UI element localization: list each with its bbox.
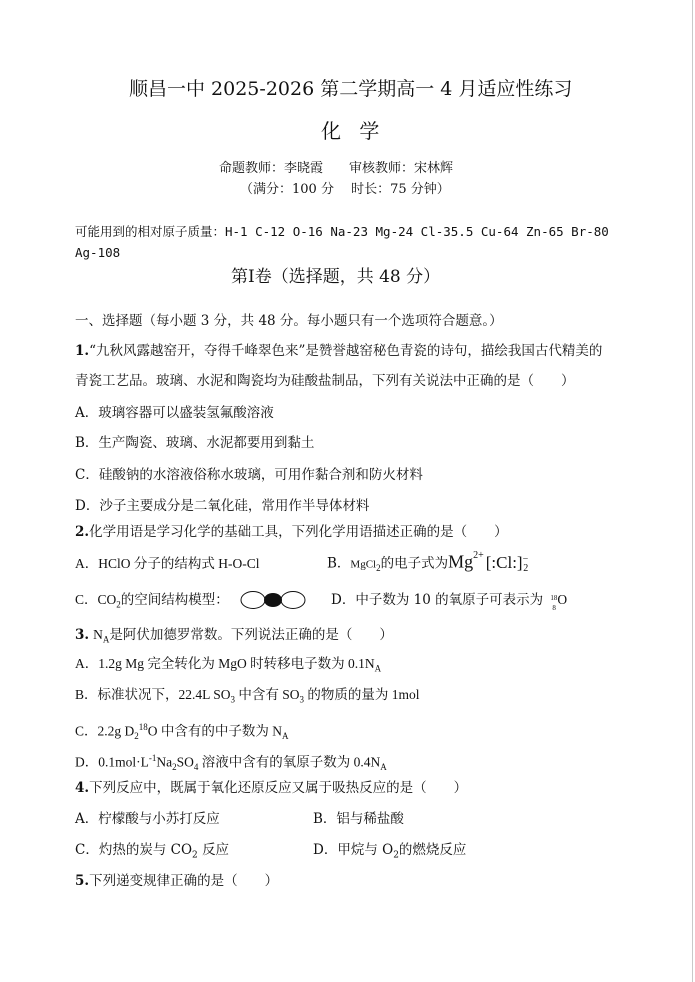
so3-subscript-1: 3 (230, 694, 236, 705)
question-2-option-c (75, 591, 229, 614)
cl-charge: − (522, 554, 529, 565)
option-d-text: D．中子数为 10 的氧原子可表示为 (331, 592, 544, 608)
na-subscript: A (380, 762, 387, 773)
option-c-suffix: 的空间结构模型： (120, 592, 229, 608)
teacher-info: 命题教师：李晓霞 审核教师：宋林辉 (219, 161, 454, 176)
mgcl2-subscript: 2 (376, 563, 381, 574)
option-d-text-1: D．甲烷与 O (313, 842, 394, 858)
question-number: 4. (75, 780, 90, 796)
question-1-stem-line-2: 青瓷工艺品。玻璃、水泥和陶瓷均为硅酸盐制品，下列有关说法中正确的是（ ） (75, 373, 575, 389)
question-3-option-a (75, 655, 381, 678)
so3-subscript-2: 3 (299, 694, 305, 705)
question-number: 1. (75, 343, 90, 359)
d2-subscript: 2 (134, 731, 139, 742)
score-time-info: （满分：100 分 时长：75 分钟） (240, 182, 450, 197)
question-2-option-d (331, 591, 568, 612)
question-stem-text: 是阿伏加德罗常数。下列说法正确的是（ ） (109, 627, 393, 643)
question-number: 3. (75, 627, 90, 643)
option-d-text-2: Na (156, 754, 173, 770)
co2-subscript: 2 (116, 599, 121, 610)
mgcl2-formula: MgCl (350, 558, 377, 571)
na2-subscript: 2 (172, 762, 177, 773)
option-b-mid: 的电子式为 (380, 555, 449, 572)
page-edge (692, 0, 693, 982)
option-b-text-1: B．标准状况下，22.4L SO (75, 687, 231, 702)
question-3-stem (75, 626, 393, 649)
question-1-stem-line-1 (75, 342, 602, 360)
option-c-text-1: C．2.2g D (75, 723, 135, 739)
na-subscript: A (102, 634, 110, 645)
question-3-option-b (75, 686, 420, 709)
so4-subscript: 4 (193, 762, 199, 773)
na-subscript: A (374, 663, 382, 674)
question-4-option-c (75, 841, 229, 865)
question-1-option-b: B．生产陶瓷、玻璃、水泥都要用到黏土 (75, 435, 315, 451)
option-b-text-2: 中含有 SO (238, 687, 300, 702)
option-b-text-3: 的物质的量为 1mol (307, 687, 420, 702)
subject-title: 化 学 (321, 119, 386, 143)
na-subscript: A (282, 731, 289, 742)
question-3-option-c (75, 718, 289, 745)
atomic-mass-line-1: 可能用到的相对原子质量：H-1 C-12 O-16 Na-23 Mg-24 Cl-35.5 Cu-64 Zn-65 Br-80 (75, 224, 609, 239)
question-stem-text: 下列反应中，既属于氧化还原反应又属于吸热反应的是（ ） (89, 780, 468, 796)
option-c-prefix: C．CO (75, 592, 117, 607)
oxygen-isotope-notation (550, 591, 568, 612)
question-5-stem (75, 872, 278, 890)
question-1-option-c: C．硅酸钠的水溶液俗称水玻璃，可用作黏合剂和防火材料 (75, 467, 423, 483)
option-d-text-3: SO (176, 754, 194, 770)
mg-charge: 2+ (473, 550, 484, 561)
volume-title: 第Ⅰ卷（选择题，共 48 分） (231, 267, 441, 287)
question-2-option-a: A．HClO 分子的结构式 H-O-Cl (75, 556, 260, 571)
na-symbol: N (93, 627, 103, 642)
o2-subscript: 2 (393, 850, 399, 861)
question-number: 2. (75, 524, 90, 540)
question-4-option-b: B．铝与稀盐酸 (313, 811, 404, 827)
option-d-text-4: 溶液中含有的氧原子数为 0.4N (201, 754, 381, 770)
mg-ion: Mg (448, 551, 474, 572)
question-2-stem (75, 523, 508, 541)
question-3-option-d (75, 749, 387, 776)
question-number: 5. (75, 873, 90, 889)
option-d-text-2: 的燃烧反应 (398, 842, 467, 858)
question-stem-text: “九秋风露越窑开，夺得千峰翠色来”是赞誉越窑秘色青瓷的诗句，描绘我国古代精美的 (89, 343, 603, 359)
option-c-text-1: C．灼热的炭与 CO (75, 842, 193, 858)
section-title: 一、选择题（每小题 3 分，共 48 分。每小题只有一个选项符合题意。） (75, 313, 503, 329)
question-stem-text: 下列递变规律正确的是（ ） (89, 873, 279, 889)
question-stem-text: 化学用语是学习化学的基础工具，下列化学用语描述正确的是（ ） (89, 524, 508, 540)
isotope-atomic-number: 8 (552, 604, 556, 612)
atomic-mass-line-2: Ag-108 (75, 245, 121, 260)
isotope-symbol: O (557, 592, 568, 607)
option-c-text-2: O 中含有的中子数为 N (147, 723, 283, 739)
unit-superscript: -1 (148, 753, 157, 763)
exam-title: 顺昌一中 2025-2026 第二学期高一 4 月适应性练习 (129, 78, 573, 100)
question-4-option-d (313, 841, 466, 865)
question-1-option-d: D．沙子主要成分是二氧化硅，常用作半导体材料 (75, 498, 370, 514)
o18-superscript: 18 (138, 722, 148, 732)
cl-count: 2 (523, 563, 529, 575)
question-4-stem (75, 779, 467, 797)
option-c-text-2: 反应 (202, 842, 230, 858)
isotope-mass-number: 18 (550, 594, 558, 602)
option-a-text: A．1.2g Mg 完全转化为 MgO 时转移电子数为 0.1N (75, 656, 375, 671)
question-4-option-a: A．柠檬酸与小苏打反应 (75, 811, 220, 827)
question-2-option-b (327, 551, 533, 578)
option-b-prefix: B． (327, 555, 351, 572)
co2-subscript: 2 (192, 850, 198, 861)
cl-electron-dot: [:Cl:] (485, 552, 523, 572)
question-1-option-a: A．玻璃容器可以盛装氢氟酸溶液 (75, 405, 274, 421)
option-d-text-1: D．0.1mol·L (75, 754, 149, 770)
co2-space-filling-model-icon (239, 590, 307, 610)
